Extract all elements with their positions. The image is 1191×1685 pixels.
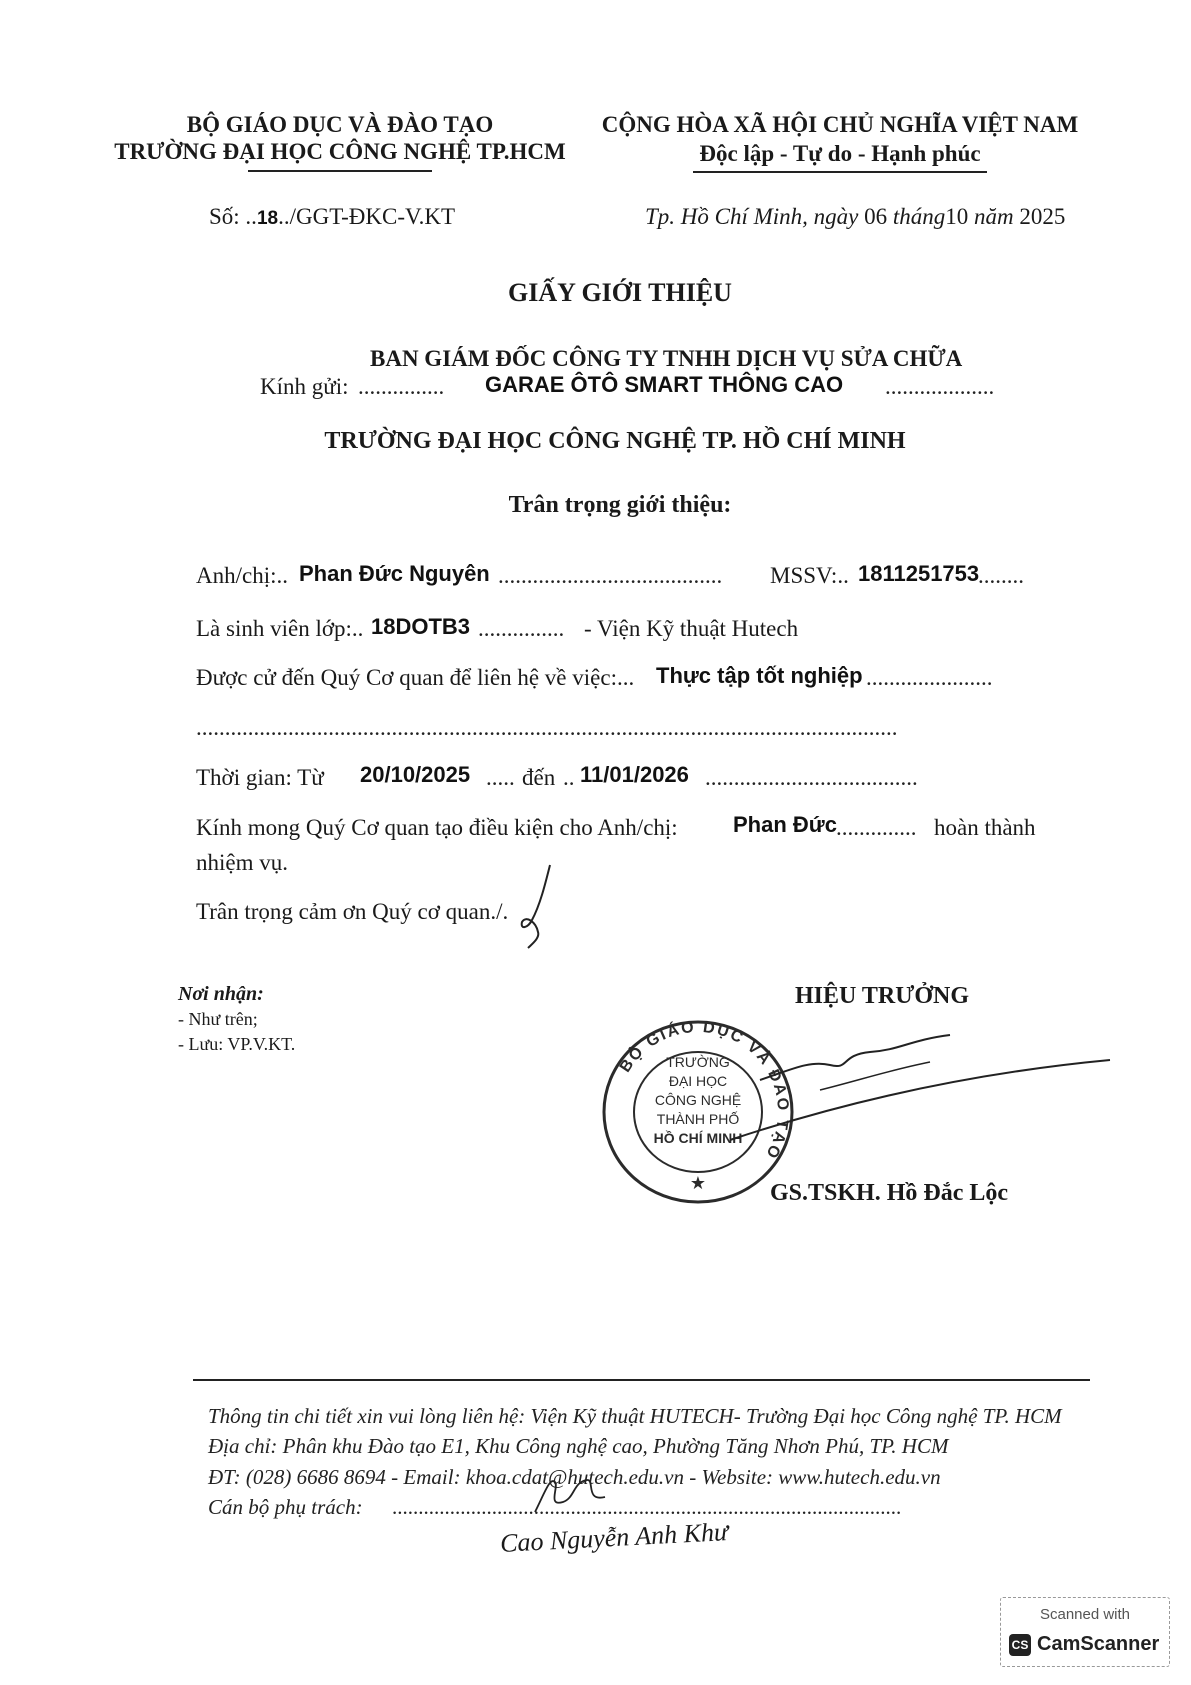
signature-role: HIỆU TRƯỞNG (795, 983, 970, 1009)
header-left-underline (248, 170, 432, 172)
seal-line: ĐẠI HỌC (668, 1073, 728, 1089)
thanks-line: Trân trọng cảm ơn Quý cơ quan./. (196, 899, 509, 924)
class-value: 18DOTB3 (371, 614, 471, 639)
recipients-note-label: Nơi nhận: (178, 983, 264, 1005)
mssv-label: MSSV:.. (770, 563, 849, 588)
date-day: 06 (864, 204, 888, 229)
issuer-name: TRƯỜNG ĐẠI HỌC CÔNG NGHỆ TP. HỒ CHÍ MINH (324, 428, 906, 454)
camscanner-logo-icon: CS (1009, 1634, 1031, 1656)
footer-divider (193, 1379, 1090, 1381)
class-suffix: - Viện Kỹ thuật Hutech (584, 616, 799, 641)
mssv-value: 1811251753 (858, 561, 980, 586)
recipient-dots-left: ............... (358, 374, 445, 399)
date-line (645, 204, 1065, 230)
time-to-label: đến (522, 765, 556, 790)
request-name: Phan Đức (733, 812, 837, 837)
request-suffix: hoàn thành (934, 815, 1036, 840)
class-label: Là sinh viên lớp:.. (196, 616, 364, 641)
university-name: TRƯỜNG ĐẠI HỌC CÔNG NGHỆ TP.HCM (114, 139, 566, 164)
purpose-value: Thực tập tốt nghiệp (656, 663, 863, 688)
staff-initial-signature (525, 1472, 615, 1517)
recipient-dots-right: ................... (885, 374, 995, 399)
purpose-label: Được cử đến Quý Cơ quan để liên hệ về việc:... (196, 665, 635, 690)
date-month: 10 (945, 204, 969, 229)
mssv-dots: ........ (978, 563, 1024, 588)
student-name: Phan Đức Nguyên (299, 561, 490, 586)
initial-signature-mark (510, 860, 560, 950)
time-to: 11/01/2026 (580, 762, 689, 787)
seal-line: THÀNH PHỐ (656, 1111, 740, 1127)
footer-contact-line: Thông tin chi tiết xin vui lòng liên hệ: Viện Kỹ thuật HUTECH- Trường Đại học Công nghệ TP. HCM (208, 1404, 1062, 1428)
motto-underline (693, 171, 987, 173)
doc-number-value: 18 (256, 208, 279, 229)
camscanner-name: CamScanner (1037, 1633, 1160, 1655)
camscanner-caption: Scanned with (1039, 1606, 1131, 1623)
time-to-dots-left: .. (563, 765, 575, 790)
footer-staff-label: Cán bộ phụ trách: (208, 1495, 363, 1519)
seal-line: TRƯỜNG (666, 1054, 730, 1070)
staff-name-handwritten: Cao Nguyễn Anh Khư (499, 1517, 729, 1558)
motto: Độc lập - Tự do - Hạnh phúc (699, 141, 981, 166)
doc-number (209, 204, 455, 230)
doc-number-prefix: Số: .. (209, 204, 257, 229)
footer-address-line: Địa chỉ: Phân khu Đào tạo E1, Khu Công nghệ cao, Phường Tăng Nhơn Phú, TP. HCM (208, 1434, 949, 1458)
request-dots: .............. (836, 815, 917, 840)
student-name-label: Anh/chị:.. (196, 563, 288, 588)
svg-text:BỘ GIÁO DỤC VÀ ĐÀO TẠO: BỘ GIÁO DỤC VÀ ĐÀO TẠO (616, 1018, 792, 1163)
principal-signature (700, 1030, 1120, 1150)
recipient-line2: GARAE ÔTÔ SMART THÔNG CAO (485, 372, 844, 397)
student-name-dots: ....................................... (498, 563, 723, 588)
seal-line: CÔNG NGHỆ (654, 1092, 742, 1108)
recipients-note-item: - Lưu: VP.V.KT. (178, 1034, 296, 1054)
document-title: GIẤY GIỚI THIỆU (508, 278, 732, 307)
recipients-note-item: - Như trên; (178, 1009, 258, 1029)
request-label: Kính mong Quý Cơ quan tạo điều kiện cho Anh/chị: (196, 815, 678, 840)
footer-staff-dots: ................................................................................................. (392, 1495, 902, 1519)
request-line2: nhiệm vụ. (196, 850, 288, 875)
recipient-label: Kính gửi: (260, 374, 349, 399)
date-year-label: năm (974, 204, 1014, 229)
time-from: 20/10/2025 (360, 762, 471, 787)
time-from-dots: ..... (486, 765, 515, 790)
footer-phone-email-line: ĐT: (028) 6686 8694 - Email: khoa.cdat@hutech.edu.vn - Website: www.hutech.edu.vn (208, 1465, 941, 1489)
greeting: Trân trọng giới thiệu: (508, 492, 732, 518)
svg-text:★: ★ (689, 1173, 707, 1193)
recipient-line1: BAN GIÁM ĐỐC CÔNG TY TNHH DỊCH VỤ SỬA CHỮA (370, 346, 963, 371)
time-to-dots-right: ..................................... (705, 765, 918, 790)
ministry-name: BỘ GIÁO DỤC VÀ ĐÀO TẠO (186, 112, 494, 137)
seal-line: HỒ CHÍ MINH (653, 1130, 743, 1146)
doc-number-suffix: ../GGT-ĐKC-V.KT (278, 204, 456, 229)
camscanner-badge (1000, 1597, 1170, 1667)
date-month-label: tháng (892, 204, 946, 229)
class-dots: ............... (478, 616, 565, 641)
date-year: 2025 (1019, 204, 1066, 229)
purpose-dots: ...................... (866, 665, 993, 690)
blank-dotted-line: .......................................................................................................................... (196, 715, 898, 740)
signature-name: GS.TSKH. Hồ Đắc Lộc (770, 1180, 1009, 1206)
republic-name: CỘNG HÒA XÃ HỘI CHỦ NGHĨA VIỆT NAM (601, 112, 1079, 137)
date-place: Tp. Hồ Chí Minh, ngày (645, 204, 859, 229)
time-label: Thời gian: Từ (196, 765, 324, 790)
